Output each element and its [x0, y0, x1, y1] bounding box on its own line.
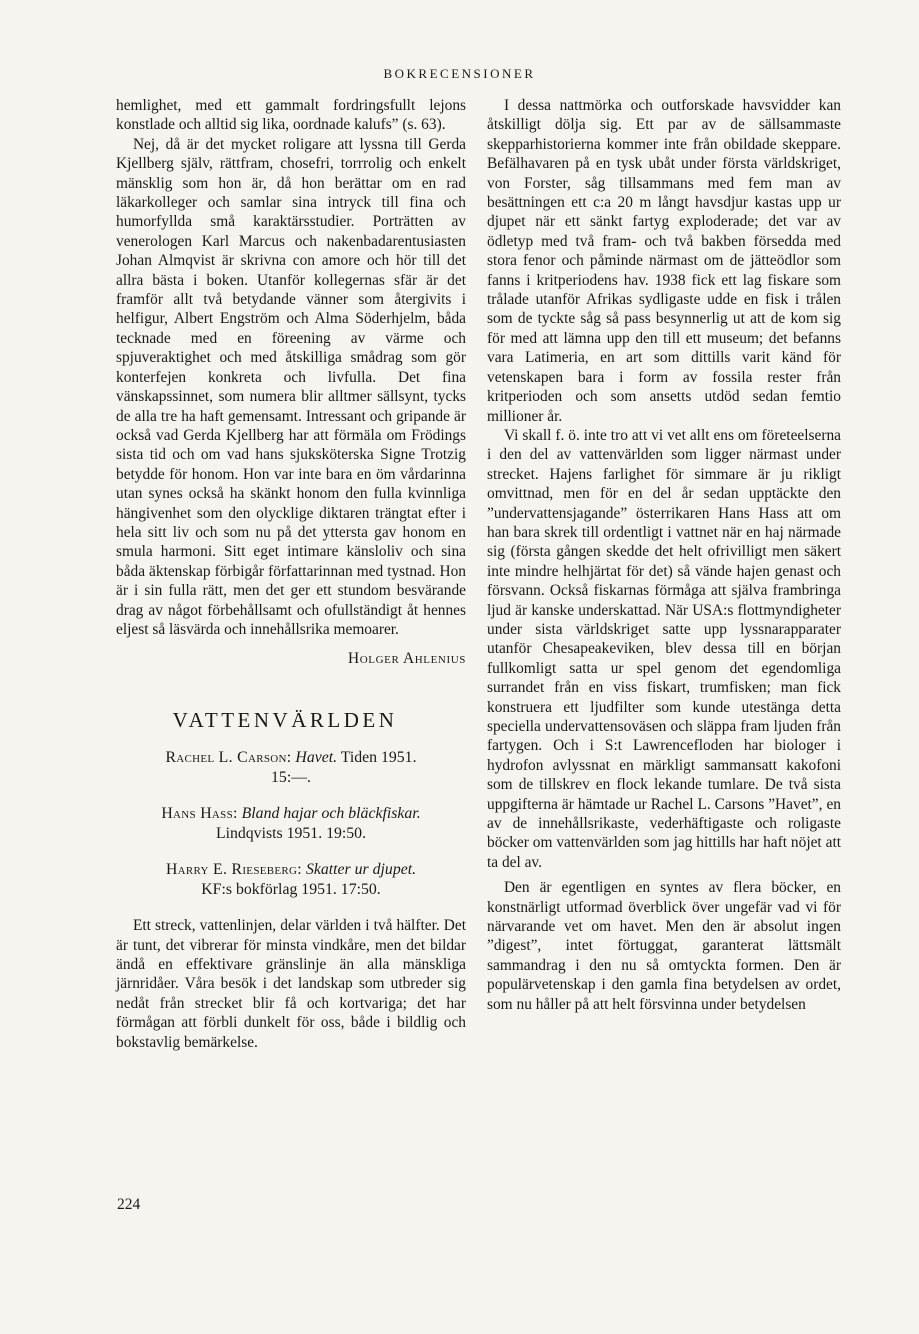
book-entry	[116, 804, 466, 844]
paragraph: Vi skall f. ö. inte tro att vi vet allt ens om företeelserna i den del av vattenvärlden som ligger närmast under strecket. Hajens farlighet för simmare är ju rikligt omvittnad, men för en del år sedan upptäckte den ”undervattensjagande” österrikaren Hans Hass att om han bara skrek till ordentligt i vattnet när en haj närmade sig (första gången skedde det helt ofrivilligt men säkert inte mindre helhjärtat för det) så vände hajen genast och försvann. Också fiskarnas förmåga att själva frambringa ljud är kanske underskattad. När USA:s flottmyndigheter under sista världskriget satte upp lyssnarapparater utanför Chesapeakeviken, blev dessa till en början fullkomligt satta ur spel genom det egendomliga surrandet från en viss fiskart, trumfisken; man fick konstruera ett ljudfilter som kunde utestänga detta speciella undervattensoväsen och släppa fram ljuden från fartygen. Och i S:t Lawrencefloden har biologer i hydrofon avlyssnat en märkligt sammansatt kakofoni som de tillskrev en flock lekande tumlare. De två sista uppgifterna är hämtade ur Rachel L. Carsons ”Havet”, en av de innehållsrikaste, vederhäftigaste och roligaste böcker om vattenvärlden som jag hittills har haft nöjet att ta del av.	[487, 426, 841, 871]
right-column	[487, 96, 841, 1014]
book-entry	[116, 860, 466, 900]
book-author: Harry E. Rieseberg:	[165, 861, 302, 879]
paragraph: I dessa nattmörka och outforskade havsvidder kan åtskilligt dölja sig. Ett par av de sällsammaste skepparhistorierna kommer inte från obildade skeppare. Befälhavaren på en tysk ubåt under första världskriget, von Forster, såg tillsammans med fem man av besättningen ett c:a 20 m långt havsdjur kastas upp ur djupet när ett sänkt fartyg exploderade; det var av ödletyp med två fram- och två bakben försedda med stora fenor och påminde närmast om de jätteödlor som fanns i kritperiodens hav. 1938 fick ett lag fiskare som trålade utanför Afrikas sydligaste udde en fisk i trålen som de tyckte såg så pass besynnerlig ut att de kom sig för med att lämna upp den till ett museum; det befanns vara Latimeria, en art som dittills varit känd för vetenskapen bara i form av fossila rester från kritperioden och som ansetts utdöd sedan femtio millioner år.	[487, 97, 841, 425]
section-title: VATTENVÄRLDEN	[172, 707, 398, 732]
book-title: Skatter ur djupet.	[305, 861, 417, 879]
book-publisher: Lindqvists 1951. 19:50.	[215, 825, 367, 843]
book-author: Rachel L. Carson:	[165, 749, 292, 767]
review-signature: Holger Ahlenius	[348, 650, 466, 668]
book-title: Havet.	[295, 749, 338, 767]
page-number: 224	[117, 1196, 141, 1213]
book-publisher: Tiden 1951.	[340, 749, 417, 767]
book-author: Hans Hass:	[161, 805, 238, 823]
book-publisher: KF:s bokförlag 1951. 17:50.	[201, 881, 381, 899]
paragraph: hemlighet, med ett gammalt fordringsfullt lejons konstlade och alltid sig lika, oordnade kalufs” (s. 63).	[116, 97, 466, 134]
book-price: 15:—.	[271, 769, 311, 787]
paragraph: Den är egentligen en syntes av flera böcker, en konstnärligt utformad överblick över ungefär vad vi för närvarande vet om havet. Men den är absolut ingen ”digest”, intet förtuggat, garanterat lättsmält sammandrag i den nu så omtyckta formen. Den är populärvetenskap i den gamla fina betydelsen av ordet, som nu håller på att helt försvinna under betydelsen	[487, 879, 841, 1013]
running-head: BOKRECENSIONER	[383, 66, 536, 81]
paragraph: Nej, då är det mycket roligare att lyssna till Gerda Kjellberg själv, rättfram, chosefri, torrrolig och enkelt mänsklig som hon är, då hon berättar om en rad läkarkolleger och samlar sina intryck till fina och humorfyllda små karaktärsstudier. Porträtten av venerologen Karl Marcus och nakenbadarentusiasten Johan Almqvist är skrivna con amore och hör till det allra bästa i boken. Utanför kollegernas sfär är det framför allt två betydande vänner som återgivits i helfigur, Albert Engström och Alma Söderhjelm, båda tecknade med en föreening av värme och spjuveraktighet och med åtskilliga smådrag som gör konterfejen konkreta och livfulla. Det fina vänskapssinnet, som numera blir alltmer sällsynt, tycks de alla tre ha haft gemensamt. Intressant och gripande är också vad Gerda Kjellberg har att förmäla om Frödings sista tid och om vad hans sjuksköterska Signe Trotzig betydde för honom. Hon var inte bara en öm vårdarinna utan synes också ha skänkt honom den fulla kvinnliga hängivenhet som den olycklige diktaren trängtat efter i hela sitt liv och som nu på det yttersta gav honom en smula harmoni. Sitt eget intimare känsloliv och sina båda äktenskap förbigår författarinnan med tystnad. Hon är i sin fulla rätt, men det ger ett stundom besvärande drag av något förbehållsamt och ofullständigt åt hennes eljest så läsvärda och innehållsrika memoarer.	[116, 135, 466, 638]
left-column	[116, 96, 466, 1052]
paragraph: Ett streck, vattenlinjen, delar världen i två hälfter. Det är tunt, det vibrerar för minsta vindkåre, men det bildar ändå en effektivare gränslinje än alla mänskliga järnridåer. Våra besök i det landskap som utbreder sig nedåt från strecket blir få och kortvariga; det har förmågan att förbli dunkelt för oss, både i bildlig och bokstavlig bemärkelse.	[116, 917, 466, 1051]
book-title: Bland hajar och bläckfiskar.	[241, 805, 421, 823]
book-entry	[116, 748, 466, 788]
